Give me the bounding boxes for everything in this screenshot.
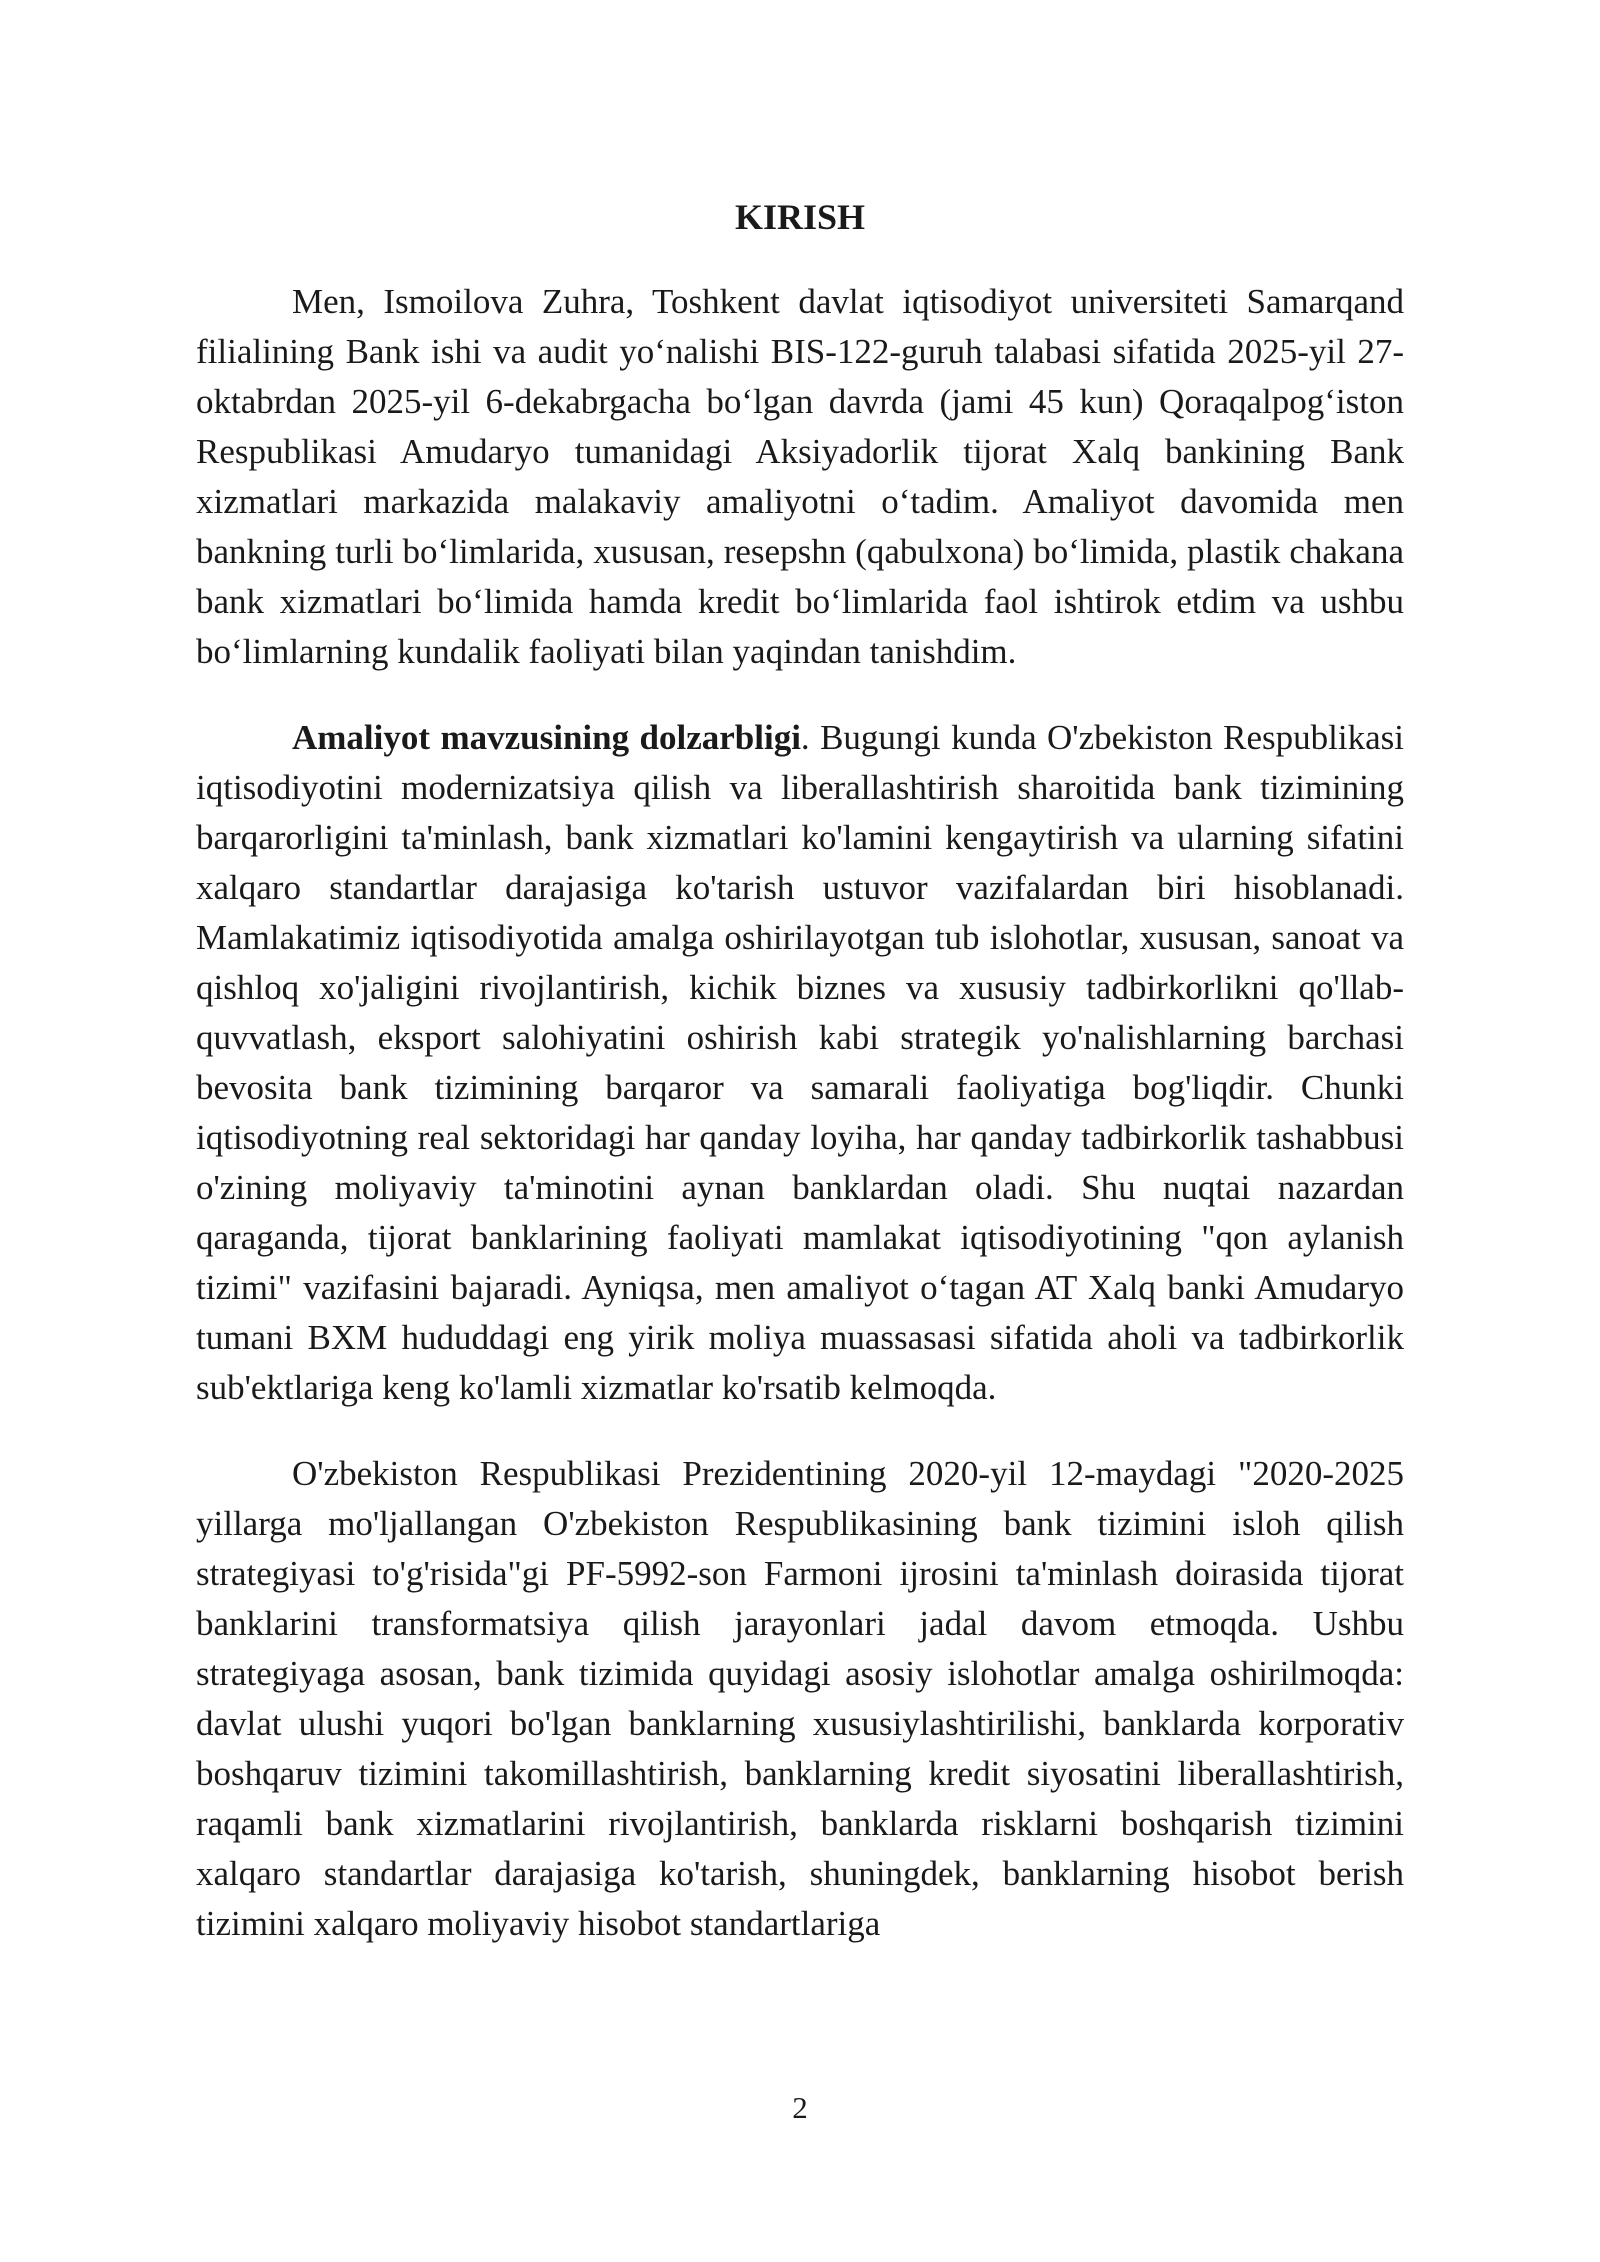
paragraph-relevance [196,713,1404,1413]
relevance-text: . Bugungi kunda O'zbekiston Respublikasi iqtisodiyotini modernizatsiya qilish va liberallashtirish sharoitida bank tizimining barqarorligini ta'minlash, bank xizmatlari ko'lamini kengaytirish va ularning sifatini xalqaro standartlar darajasiga ko'tarish ustuvor vazifalardan biri hisoblanadi. Mamlakatimiz iqtisodiyotida amalga oshirilayotgan tub islohotlar, xususan, sanoat va qishloq xo'jaligini rivojlantirish, kichik biznes va xususiy tadbirkorlikni qo'llab-quvvatlash, eksport salohiyatini oshirish kabi strategik yo'nalishlarning barchasi bevosita bank tizimining barqaror va samarali faoliyatiga bog'liqdir. Chunki iqtisodiyotning real sektoridagi har qanday loyiha, har qanday tadbirkorlik tashabbusi o'zining moliyaviy ta'minotini aynan banklardan oladi. Shu nuqtai nazardan qaraganda, tijorat banklarining faoliyati mamlakat iqtisodiyotining "qon aylanish tizimi" vazifasini bajaradi. Ayniqsa, men amaliyot o‘tagan AT Xalq banki Amudaryo tumani BXM hududdagi eng yirik moliya muassasasi sifatida aholi va tadbirkorlik sub'ektlariga keng ko'lamli xizmatlar ko'rsatib kelmoqda. [196,718,1404,1407]
page-number: 2 [792,2090,808,2125]
relevance-heading: Amaliyot mavzusining dolzarbligi [292,718,801,757]
paragraph-strategy: O'zbekiston Respublikasi Prezidentining 2020-yil 12-maydagi "2020-2025 yillarga mo'ljallangan O'zbekiston Respublikasining bank tizimini isloh qilish strategiyasi to'g'risida"gi PF-5992-son Farmoni ijrosini ta'minlash doirasida tijorat banklarini transformatsiya qilish jarayonlari jadal davom etmoqda. Ushbu strategiyaga asosan, bank tizimida quyidagi asosiy islohotlar amalga oshirilmoqda: davlat ulushi yuqori bo'lgan banklarning xususiylashtirilishi, banklarda korporativ boshqaruv tizimini takomillashtirish, banklarning kredit siyosatini liberallashtirish, raqamli bank xizmatlarini rivojlantirish, banklarda risklarni boshqarish tizimini xalqaro standartlar darajasiga ko'tarish, shuningdek, banklarning hisobot berish tizimini xalqaro moliyaviy hisobot standartlariga [196,1454,1404,1943]
paragraph-introduction: Men, Ismoilova Zuhra, Toshkent davlat iqtisodiyot universiteti Samarqand filialining Bank ishi va audit yo‘nalishi BIS-122-guruh talabasi sifatida 2025-yil 27-oktabrdan 2025-yil 6-dekabrgacha bo‘lgan davrda (jami 45 kun) Qoraqalpog‘iston Respublikasi Amudaryo tumanidagi Aksiyadorlik tijorat Xalq bankining Bank xizmatlari markazida malakaviy amaliyotni o‘tadim. Amaliyot davomida men bankning turli bo‘limlarida, xususan, resepshn (qabulxona) bo‘limida, plastik chakana bank xizmatlari bo‘limida hamda kredit bo‘limlarida faol ishtirok etdim va ushbu bo‘limlarning kundalik faoliyati bilan yaqindan tanishdim. [196,282,1404,671]
document-body [196,277,1404,1949]
page-title: KIRISH [734,197,866,237]
